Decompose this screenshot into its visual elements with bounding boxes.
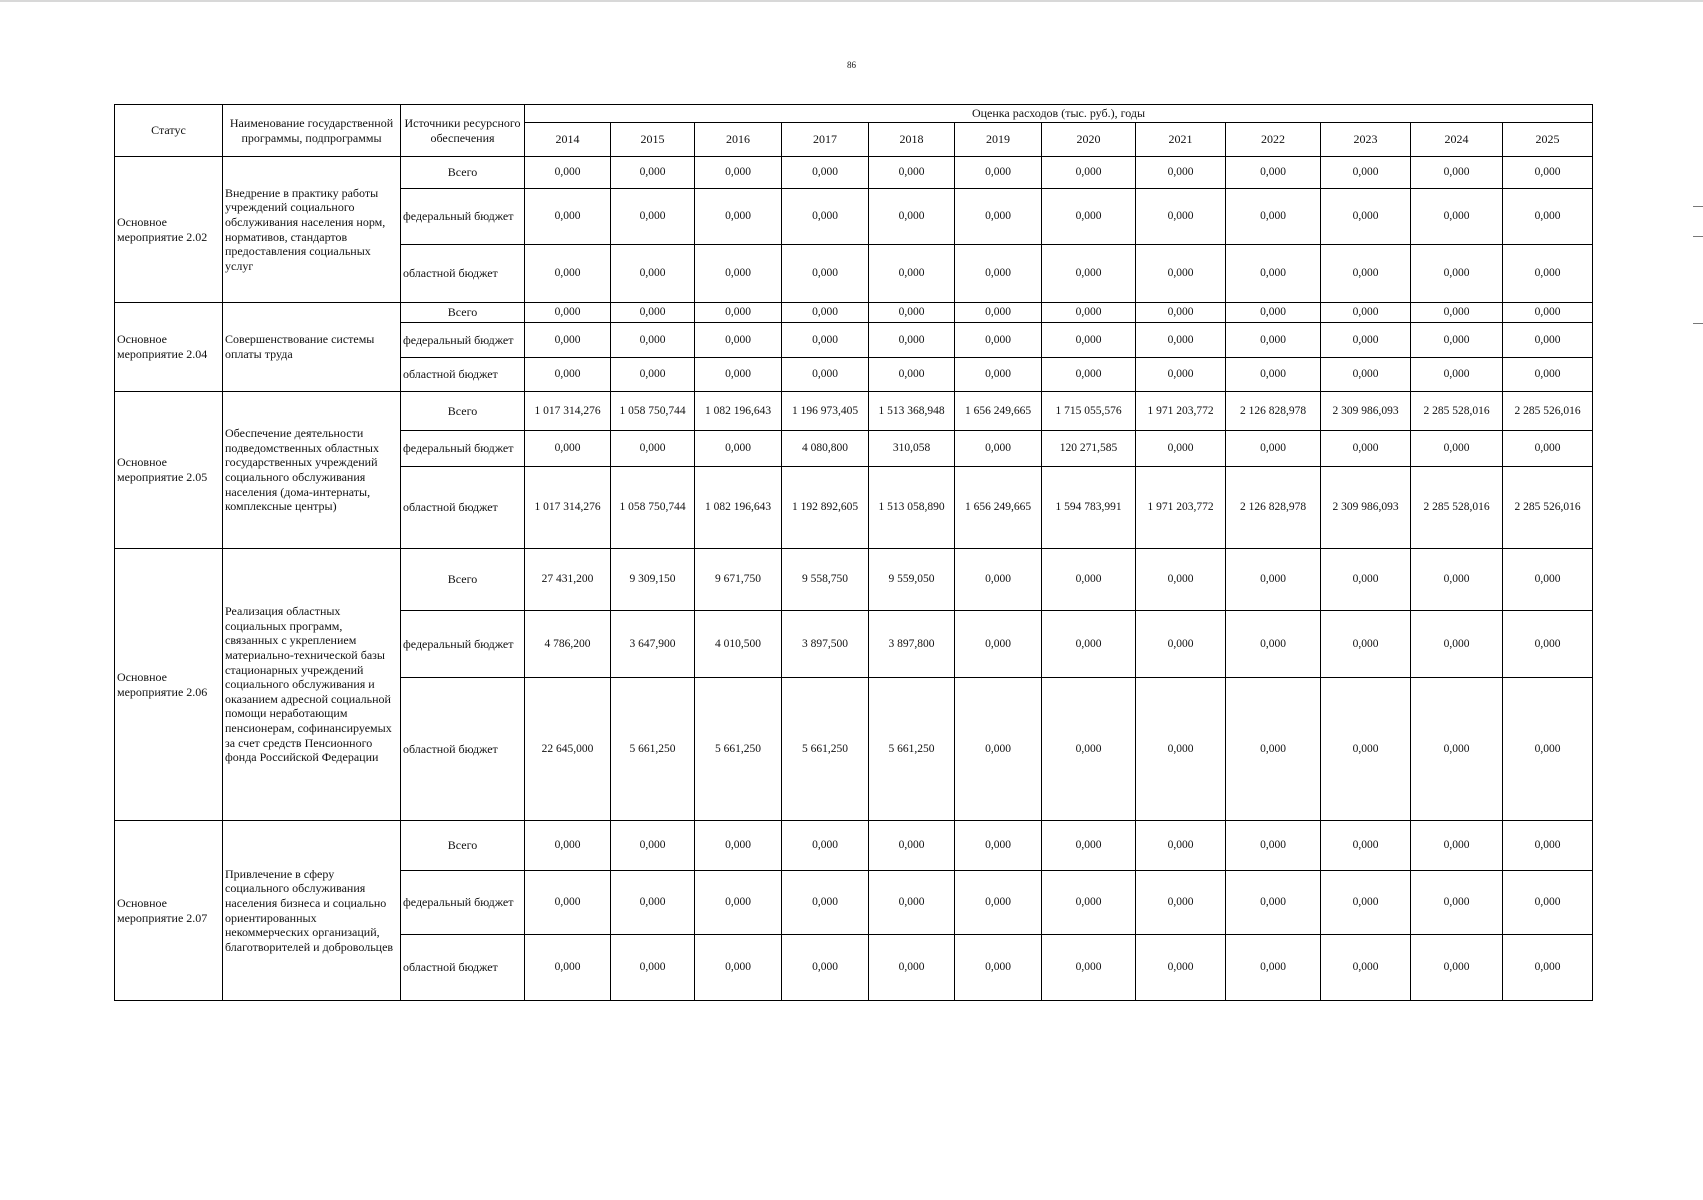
value-cell: 0,000 [782,821,869,871]
value-cell: 0,000 [1042,935,1136,1001]
value-cell: 0,000 [611,358,695,392]
value-cell: 0,000 [1226,678,1321,821]
value-cell: 0,000 [695,935,782,1001]
value-cell: 1 058 750,744 [611,467,695,549]
value-cell: 0,000 [869,157,955,189]
value-cell: 0,000 [955,678,1042,821]
value-cell: 9 558,750 [782,549,869,611]
value-cell: 0,000 [525,323,611,358]
value-cell: 0,000 [1411,157,1503,189]
value-cell: 0,000 [955,189,1042,245]
value-cell: 5 661,250 [611,678,695,821]
value-cell: 0,000 [1136,189,1226,245]
value-cell: 1 656 249,665 [955,392,1042,431]
value-cell: 22 645,000 [525,678,611,821]
header-year-2017: 2017 [782,123,869,157]
value-cell: 1 017 314,276 [525,467,611,549]
value-cell: 0,000 [525,303,611,323]
value-cell: 0,000 [1136,935,1226,1001]
source-cell: Всего [401,549,525,611]
value-cell: 2 309 986,093 [1321,467,1411,549]
value-cell: 1 058 750,744 [611,392,695,431]
value-cell: 0,000 [1226,431,1321,467]
value-cell: 0,000 [955,245,1042,303]
source-cell: областной бюджет [401,245,525,303]
value-cell: 1 715 055,576 [1042,392,1136,431]
value-cell: 0,000 [1136,821,1226,871]
value-cell: 0,000 [955,303,1042,323]
value-cell: 0,000 [869,189,955,245]
value-cell: 0,000 [1226,303,1321,323]
value-cell: 0,000 [1321,871,1411,935]
value-cell: 0,000 [695,157,782,189]
value-cell: 0,000 [1411,549,1503,611]
value-cell: 1 971 203,772 [1136,467,1226,549]
value-cell: 0,000 [1042,157,1136,189]
value-cell: 2 285 526,016 [1503,467,1593,549]
value-cell: 1 192 892,605 [782,467,869,549]
value-cell: 2 285 526,016 [1503,392,1593,431]
value-cell: 1 196 973,405 [782,392,869,431]
value-cell: 1 082 196,643 [695,392,782,431]
page-top-edge [0,0,1703,2]
header-year-2025: 2025 [1503,123,1593,157]
value-cell: 0,000 [611,189,695,245]
header-year-2014: 2014 [525,123,611,157]
value-cell: 0,000 [1503,871,1593,935]
value-cell: 9 671,750 [695,549,782,611]
value-cell: 0,000 [695,358,782,392]
value-cell: 0,000 [1136,303,1226,323]
value-cell: 0,000 [1321,821,1411,871]
value-cell: 0,000 [525,821,611,871]
source-cell: областной бюджет [401,467,525,549]
value-cell: 0,000 [1321,358,1411,392]
table-row [115,549,1593,611]
value-cell: 0,000 [1321,431,1411,467]
value-cell: 0,000 [1411,821,1503,871]
value-cell: 0,000 [1042,549,1136,611]
value-cell: 5 661,250 [782,678,869,821]
value-cell: 0,000 [782,358,869,392]
value-cell: 0,000 [955,358,1042,392]
value-cell: 0,000 [1411,678,1503,821]
page-number: 86 [847,60,856,70]
value-cell: 0,000 [1226,871,1321,935]
expenditure-table [114,104,1593,1001]
margin-mark [1693,323,1703,324]
value-cell: 310,058 [869,431,955,467]
value-cell: 0,000 [1503,157,1593,189]
value-cell: 0,000 [1411,189,1503,245]
value-cell: 0,000 [1503,358,1593,392]
value-cell: 1 082 196,643 [695,467,782,549]
value-cell: 0,000 [525,871,611,935]
value-cell: 2 285 528,016 [1411,392,1503,431]
value-cell: 0,000 [1411,323,1503,358]
value-cell: 0,000 [695,323,782,358]
value-cell: 3 897,500 [782,611,869,678]
value-cell: 0,000 [611,431,695,467]
header-sources: Источники ресурсного обеспечения [401,105,525,157]
value-cell: 0,000 [1411,871,1503,935]
value-cell: 0,000 [1503,323,1593,358]
status-cell: Основное мероприятие 2.02 [115,157,223,303]
value-cell: 27 431,200 [525,549,611,611]
source-cell: федеральный бюджет [401,323,525,358]
value-cell: 0,000 [955,935,1042,1001]
value-cell: 4 786,200 [525,611,611,678]
value-cell: 0,000 [1411,935,1503,1001]
header-year-2018: 2018 [869,123,955,157]
value-cell: 1 594 783,991 [1042,467,1136,549]
value-cell: 0,000 [1042,611,1136,678]
source-cell: Всего [401,392,525,431]
header-year-2023: 2023 [1321,123,1411,157]
program-name-cell: Обеспечение деятельности подведомственных областных государственных учреждений социального обслуживания населения (дома-интернаты, комплексные центры) [223,392,401,549]
value-cell: 0,000 [1226,157,1321,189]
value-cell: 0,000 [869,323,955,358]
value-cell: 0,000 [1503,821,1593,871]
value-cell: 1 971 203,772 [1136,392,1226,431]
value-cell: 0,000 [1226,323,1321,358]
value-cell: 0,000 [695,871,782,935]
table-row [115,157,1593,189]
value-cell: 0,000 [782,303,869,323]
value-cell: 0,000 [782,189,869,245]
value-cell: 1 656 249,665 [955,467,1042,549]
table-row [115,392,1593,431]
value-cell: 0,000 [782,935,869,1001]
value-cell: 0,000 [1042,678,1136,821]
value-cell: 0,000 [1042,358,1136,392]
value-cell: 0,000 [955,821,1042,871]
value-cell: 0,000 [1321,611,1411,678]
value-cell: 1 017 314,276 [525,392,611,431]
value-cell: 9 559,050 [869,549,955,611]
value-cell: 0,000 [1503,549,1593,611]
source-cell: Всего [401,157,525,189]
source-cell: областной бюджет [401,678,525,821]
value-cell: 0,000 [782,245,869,303]
value-cell: 2 126 828,978 [1226,467,1321,549]
value-cell: 0,000 [869,303,955,323]
value-cell: 0,000 [1321,935,1411,1001]
value-cell: 120 271,585 [1042,431,1136,467]
source-cell: федеральный бюджет [401,431,525,467]
source-cell: федеральный бюджет [401,611,525,678]
value-cell: 0,000 [782,871,869,935]
value-cell: 0,000 [1411,245,1503,303]
value-cell: 0,000 [1503,678,1593,821]
value-cell: 0,000 [869,358,955,392]
value-cell: 0,000 [695,821,782,871]
value-cell: 0,000 [869,871,955,935]
source-cell: Всего [401,821,525,871]
value-cell: 0,000 [1226,245,1321,303]
program-name-cell: Внедрение в практику работы учреждений социального обслуживания населения норм, нормативов, стандартов предоставления социальных услуг [223,157,401,303]
value-cell: 0,000 [1042,821,1136,871]
value-cell: 0,000 [1411,358,1503,392]
status-cell: Основное мероприятие 2.07 [115,821,223,1001]
value-cell: 0,000 [611,821,695,871]
value-cell: 0,000 [1226,549,1321,611]
value-cell: 2 309 986,093 [1321,392,1411,431]
value-cell: 0,000 [1136,549,1226,611]
value-cell: 0,000 [782,157,869,189]
value-cell: 0,000 [1226,189,1321,245]
value-cell: 0,000 [869,821,955,871]
value-cell: 0,000 [955,157,1042,189]
header-year-2015: 2015 [611,123,695,157]
value-cell: 0,000 [955,611,1042,678]
value-cell: 0,000 [1136,431,1226,467]
value-cell: 2 285 528,016 [1411,467,1503,549]
status-cell: Основное мероприятие 2.04 [115,303,223,392]
header-name: Наименование государственной программы, подпрограммы [223,105,401,157]
value-cell: 0,000 [525,358,611,392]
program-name-cell: Привлечение в сферу социального обслуживания населения бизнеса и социально ориентированных некоммерческих организаций, благотворителей и добровольцев [223,821,401,1001]
value-cell: 0,000 [955,549,1042,611]
value-cell: 5 661,250 [695,678,782,821]
value-cell: 0,000 [1226,821,1321,871]
header-year-2019: 2019 [955,123,1042,157]
value-cell: 0,000 [525,245,611,303]
value-cell: 0,000 [525,431,611,467]
value-cell: 0,000 [955,871,1042,935]
program-name-cell: Реализация областных социальных программ, связанных с укреплением материально-технической базы стационарных учреждений социального обслуживания и оказанием адресной социальной помощи неработающим пенсионерам, софинансируемых за счет средств Пенсионного фонда Российской Федерации [223,549,401,821]
value-cell: 0,000 [1042,303,1136,323]
value-cell: 0,000 [1321,678,1411,821]
value-cell: 0,000 [611,245,695,303]
source-cell: областной бюджет [401,358,525,392]
value-cell: 0,000 [1042,871,1136,935]
source-cell: Всего [401,303,525,323]
value-cell: 0,000 [695,303,782,323]
value-cell: 0,000 [1503,245,1593,303]
value-cell: 0,000 [611,935,695,1001]
value-cell: 0,000 [1321,303,1411,323]
value-cell: 0,000 [525,189,611,245]
value-cell: 5 661,250 [869,678,955,821]
value-cell: 0,000 [611,871,695,935]
value-cell: 0,000 [1411,611,1503,678]
value-cell: 0,000 [1321,323,1411,358]
value-cell: 0,000 [1136,611,1226,678]
value-cell: 2 126 828,978 [1226,392,1321,431]
source-cell: федеральный бюджет [401,189,525,245]
value-cell: 0,000 [1136,678,1226,821]
header-year-2024: 2024 [1411,123,1503,157]
value-cell: 0,000 [782,323,869,358]
value-cell: 1 513 368,948 [869,392,955,431]
header-year-2021: 2021 [1136,123,1226,157]
header-cost-title: Оценка расходов (тыс. руб.), годы [525,105,1593,123]
margin-mark [1693,236,1703,237]
value-cell: 0,000 [1136,245,1226,303]
value-cell: 0,000 [869,245,955,303]
source-cell: областной бюджет [401,935,525,1001]
value-cell: 3 897,800 [869,611,955,678]
status-cell: Основное мероприятие 2.06 [115,549,223,821]
value-cell: 0,000 [611,157,695,189]
value-cell: 1 513 058,890 [869,467,955,549]
value-cell: 0,000 [1136,157,1226,189]
value-cell: 0,000 [1136,323,1226,358]
value-cell: 9 309,150 [611,549,695,611]
value-cell: 0,000 [1503,189,1593,245]
value-cell: 0,000 [1321,157,1411,189]
table-row [115,303,1593,323]
value-cell: 0,000 [955,323,1042,358]
value-cell: 3 647,900 [611,611,695,678]
value-cell: 0,000 [1503,431,1593,467]
value-cell: 0,000 [1503,303,1593,323]
value-cell: 0,000 [1503,611,1593,678]
value-cell: 0,000 [1226,611,1321,678]
value-cell: 0,000 [525,935,611,1001]
value-cell: 0,000 [1042,323,1136,358]
value-cell: 0,000 [611,323,695,358]
value-cell: 4 080,800 [782,431,869,467]
value-cell: 0,000 [1411,431,1503,467]
value-cell: 0,000 [1136,358,1226,392]
value-cell: 0,000 [1042,245,1136,303]
header-year-2016: 2016 [695,123,782,157]
value-cell: 0,000 [1321,549,1411,611]
value-cell: 0,000 [695,189,782,245]
header-year-2020: 2020 [1042,123,1136,157]
value-cell: 0,000 [525,157,611,189]
value-cell: 0,000 [695,431,782,467]
value-cell: 0,000 [1321,245,1411,303]
margin-mark [1693,206,1703,207]
value-cell: 0,000 [695,245,782,303]
value-cell: 0,000 [1503,935,1593,1001]
program-name-cell: Совершенствование системы оплаты труда [223,303,401,392]
header-year-2022: 2022 [1226,123,1321,157]
value-cell: 0,000 [1136,871,1226,935]
status-cell: Основное мероприятие 2.05 [115,392,223,549]
header-status: Статус [115,105,223,157]
table-row [115,821,1593,871]
value-cell: 0,000 [1411,303,1503,323]
value-cell: 0,000 [1042,189,1136,245]
value-cell: 0,000 [869,935,955,1001]
value-cell: 0,000 [1321,189,1411,245]
value-cell: 0,000 [1226,358,1321,392]
value-cell: 0,000 [611,303,695,323]
source-cell: федеральный бюджет [401,871,525,935]
value-cell: 0,000 [955,431,1042,467]
value-cell: 0,000 [1226,935,1321,1001]
value-cell: 4 010,500 [695,611,782,678]
